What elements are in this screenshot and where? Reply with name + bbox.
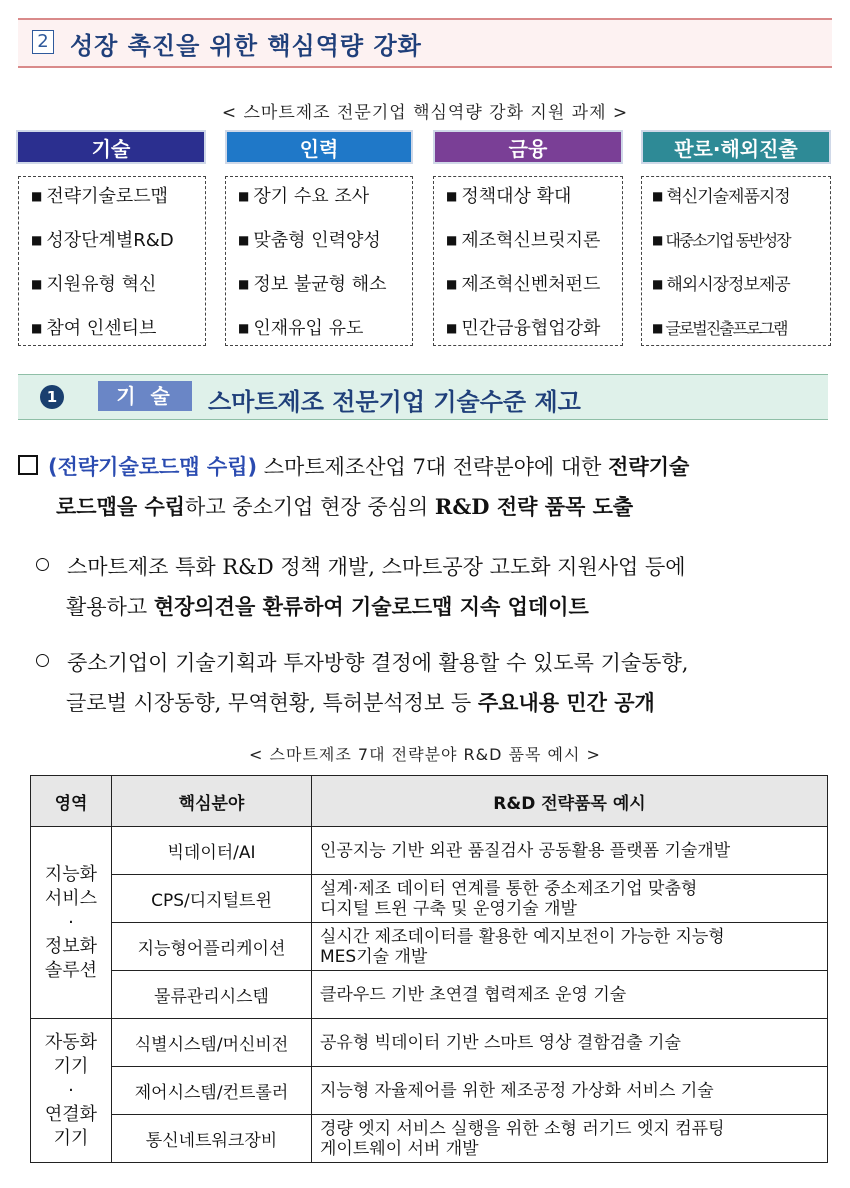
table-row bbox=[31, 827, 828, 875]
item-cell: 인공지능 기반 외관 품질검사 공동활용 플랫폼 기술개발 bbox=[312, 827, 828, 875]
list-item: ■ 장기 수요 조사 bbox=[238, 186, 370, 207]
list-item: ■ 인재유입 유도 bbox=[238, 318, 364, 339]
category-list bbox=[433, 176, 623, 346]
table-row bbox=[31, 1019, 828, 1067]
section-number: 2 bbox=[32, 30, 54, 54]
field-cell: CPS/디지털트윈 bbox=[112, 875, 312, 923]
bullet-icon: ■ bbox=[31, 233, 43, 247]
rd-items-table bbox=[30, 775, 828, 1163]
list-item: ■ 제조혁신브릿지론 bbox=[446, 230, 601, 251]
section-header bbox=[18, 18, 832, 68]
bullet-icon: ■ bbox=[446, 321, 458, 335]
field-cell: 지능형어플리케이션 bbox=[112, 923, 312, 971]
item-cell: 설계·제조 데이터 연계를 통한 중소제조기업 맞춤형 디지털 트윈 구축 및 운영기술 개발 bbox=[312, 875, 828, 923]
field-cell: 통신네트워크장비 bbox=[112, 1115, 312, 1163]
checkbox-square-icon bbox=[18, 455, 38, 475]
list-item: ■ 해외시장정보제공 bbox=[652, 275, 790, 295]
item-cell: 공유형 빅데이터 기반 스마트 영상 결함검출 기술 bbox=[312, 1019, 828, 1067]
table-caption: < 스마트제조 7대 전략분야 R&D 품목 예시 > bbox=[249, 745, 601, 764]
category-title: 판로·해외진출 bbox=[641, 130, 831, 164]
table-row bbox=[31, 923, 828, 971]
table-row bbox=[31, 1067, 828, 1115]
category-market bbox=[641, 130, 831, 346]
bullet-icon: ■ bbox=[31, 277, 43, 291]
paragraph-text: 스마트제조산업 7대 전략분야에 대한 bbox=[257, 455, 609, 479]
table-row bbox=[31, 971, 828, 1019]
paragraph-roadmap bbox=[18, 444, 848, 530]
list-item: ■ 제조혁신벤처펀드 bbox=[446, 274, 601, 295]
table-header-row bbox=[31, 776, 828, 827]
support-caption: < 스마트제조 전문기업 핵심역량 강화 지원 과제 > bbox=[221, 103, 629, 123]
category-hr bbox=[225, 130, 413, 346]
paragraph-bold: 현장의견을 환류하여 기술로드맵 지속 업데이트 bbox=[153, 594, 589, 619]
bullet-icon: ■ bbox=[652, 233, 662, 247]
column-header-area: 영역 bbox=[31, 776, 112, 827]
paragraph-text: 중소기업이 기술기획과 투자방향 결정에 활용할 수 있도록 기술동향, bbox=[67, 651, 689, 675]
field-cell: 식별시스템/머신비전 bbox=[112, 1019, 312, 1067]
list-item: ■ 전략기술로드맵 bbox=[31, 186, 169, 207]
paragraph-bold: 전략기술 bbox=[608, 454, 690, 479]
item-cell: 클라우드 기반 초연결 협력제조 운영 기술 bbox=[312, 971, 828, 1019]
table-row bbox=[31, 875, 828, 923]
bullet-icon: ■ bbox=[31, 321, 43, 335]
item-cell: 실시간 제조데이터를 활용한 예지보전이 가능한 지능형 MES기술 개발 bbox=[312, 923, 828, 971]
list-item: ■ 글로벌진출프로그램 bbox=[652, 319, 787, 338]
category-title: 기술 bbox=[16, 130, 206, 164]
item-cell: 지능형 자율제어를 위한 제조공정 가상화 서비스 기술 bbox=[312, 1067, 828, 1115]
paragraph-disclosure bbox=[36, 640, 846, 726]
list-item: ■ 정책대상 확대 bbox=[446, 186, 572, 207]
paragraph-bold: R&D 전략 품목 도출 bbox=[434, 494, 634, 519]
list-item: ■ 성장단계별R&D bbox=[31, 230, 174, 251]
bullet-icon: ■ bbox=[652, 321, 662, 335]
paragraph-bold: 로드맵을 수립 bbox=[56, 494, 186, 519]
field-cell: 물류관리시스템 bbox=[112, 971, 312, 1019]
paragraph-text: 글로벌 시장동향, 무역현황, 특허분석정보 등 bbox=[66, 691, 478, 715]
bullet-icon: ■ bbox=[31, 189, 43, 203]
list-item: ■ 지원유형 혁신 bbox=[31, 274, 157, 295]
column-header-field: 핵심분야 bbox=[112, 776, 312, 827]
tech-section-title: 스마트제조 전문기업 기술수준 제고 bbox=[208, 388, 581, 416]
paragraph-bold: 주요내용 민간 공개 bbox=[477, 690, 655, 715]
category-list bbox=[18, 176, 206, 346]
item-cell: 경량 엣지 서비스 실행을 위한 소형 러기드 엣지 컴퓨팅 게이트웨이 서버 개발 bbox=[312, 1115, 828, 1163]
bullet-icon: ■ bbox=[652, 189, 663, 203]
category-title: 인력 bbox=[225, 130, 413, 164]
category-list bbox=[641, 176, 831, 346]
table-row bbox=[31, 1115, 828, 1163]
paragraph-highlight: (전략기술로드맵 수립) bbox=[48, 455, 258, 479]
category-list bbox=[225, 176, 413, 346]
list-item: ■ 민간금융협업강화 bbox=[446, 318, 601, 339]
bullet-icon: ■ bbox=[652, 277, 663, 291]
bullet-icon: ■ bbox=[446, 189, 458, 203]
circle-bullet-icon bbox=[36, 558, 49, 571]
category-tech bbox=[16, 130, 206, 346]
tech-section-tag: 기 술 bbox=[98, 381, 192, 411]
circle-bullet-icon bbox=[36, 654, 49, 667]
area-cell: 지능화 서비스 · 정보화 솔루션 bbox=[31, 827, 112, 1019]
area-cell: 자동화 기기 · 연결화 기기 bbox=[31, 1019, 112, 1163]
paragraph-text: 하고 중소기업 현장 중심의 bbox=[185, 495, 435, 519]
field-cell: 제어시스템/컨트롤러 bbox=[112, 1067, 312, 1115]
section-title: 성장 촉진을 위한 핵심역량 강화 bbox=[70, 32, 422, 60]
list-item: ■ 대중소기업 동반성장 bbox=[652, 231, 790, 250]
bullet-icon: ■ bbox=[238, 277, 250, 291]
list-item: ■ 맞춤형 인력양성 bbox=[238, 230, 381, 251]
bullet-icon: ■ bbox=[238, 189, 250, 203]
tech-section-number: 1 bbox=[40, 385, 64, 409]
bullet-icon: ■ bbox=[446, 277, 458, 291]
field-cell: 빅데이터/AI bbox=[112, 827, 312, 875]
list-item: ■ 참여 인센티브 bbox=[31, 318, 157, 339]
bullet-icon: ■ bbox=[238, 233, 250, 247]
paragraph-text: 활용하고 bbox=[66, 595, 154, 619]
paragraph-policy bbox=[36, 544, 846, 630]
category-finance bbox=[433, 130, 623, 346]
bullet-icon: ■ bbox=[238, 321, 250, 335]
tech-section-header bbox=[18, 374, 828, 420]
paragraph-text: 스마트제조 특화 R&D 정책 개발, 스마트공장 고도화 지원사업 등에 bbox=[67, 555, 686, 579]
list-item: ■ 혁신기술제품지정 bbox=[652, 187, 790, 207]
column-header-items: R&D 전략품목 예시 bbox=[312, 776, 828, 827]
bullet-icon: ■ bbox=[446, 233, 458, 247]
list-item: ■ 정보 불균형 해소 bbox=[238, 274, 387, 295]
category-title: 금융 bbox=[433, 130, 623, 164]
